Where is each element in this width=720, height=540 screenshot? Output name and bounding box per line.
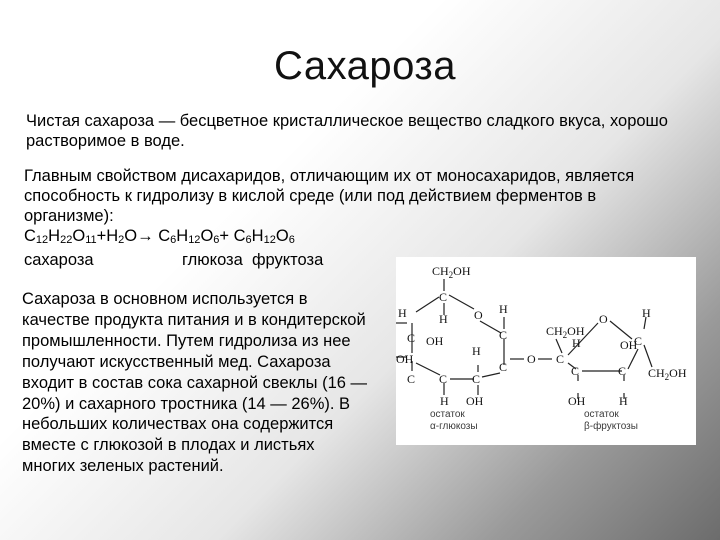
eq-glucose-c: 6	[170, 234, 177, 246]
glucose-c4: C	[407, 331, 416, 345]
slide-title: Сахароза	[273, 44, 456, 88]
fructose-c2: C	[556, 352, 565, 366]
fructose-c5-h: H	[642, 306, 651, 320]
fructose-c4-oh: OH	[620, 338, 638, 352]
eq-sucrose-o: 11	[85, 234, 97, 246]
fructose-c3-h: H	[572, 336, 581, 350]
glucose-c5-h: H	[439, 312, 448, 326]
fructose-c3-oh: OH	[568, 394, 586, 408]
glucose-anomeric-c: C	[499, 328, 508, 342]
eq-fructose-c: 6	[245, 234, 252, 246]
eq-glucose-h: 12	[188, 234, 201, 246]
glucose-ring-o: O	[474, 308, 483, 322]
eq-fructose-o: 6	[288, 234, 295, 246]
sucrose-structure-diagram	[396, 257, 696, 445]
fructose-c5: C	[634, 334, 643, 348]
glucose-anomeric-h: H	[499, 302, 508, 316]
glucose-c2-h: H	[440, 394, 449, 408]
glucose-c3-oh: OH	[426, 334, 444, 348]
glucose-anomeric-c2: C	[499, 360, 508, 374]
glucose-c2: C	[439, 372, 448, 386]
fructose-c6-ch2oh: $CH_2OH$	[648, 366, 687, 382]
glucose-c5: C	[439, 290, 448, 304]
glucose-c1: C	[472, 372, 481, 386]
glucose-c3: C	[407, 372, 416, 386]
caption-right-line1: остаток	[584, 409, 619, 420]
equation-names	[24, 250, 324, 270]
glucose-c4-h: H	[398, 306, 407, 320]
intro-paragraph: Чистая сахароза — бесцветное кристаллическое вещество сладкого вкуса, хорошо растворимое в воде.	[26, 112, 668, 150]
caption-right-line2: β-фруктозы	[584, 421, 638, 432]
glucose-c4-oh: OH	[396, 352, 414, 366]
caption-left-line1: остаток	[430, 409, 465, 420]
fructose-ring-o: O	[599, 312, 608, 326]
eq-glucose-o: 6	[213, 234, 220, 246]
structure-svg	[396, 257, 696, 445]
eq-arrow: →	[137, 227, 154, 245]
fructose-c4: C	[618, 364, 627, 378]
name-products: глюкоза фруктоза	[182, 251, 324, 269]
eq-plus: +	[219, 227, 230, 245]
fructose-c4-h: H	[619, 394, 628, 408]
hydrolysis-equation: $C_{12}H_{22}O_{11}+H_2O\to C_6H_{12}O_6+ C_6H_{12}O_6$	[24, 227, 295, 246]
glucose-ch2oh: $CH_2OH$	[432, 264, 471, 280]
glucose-c1-h-top: H	[472, 344, 481, 358]
name-sucrose: сахароза	[24, 251, 94, 269]
eq-sucrose-c: 12	[35, 234, 49, 246]
usage-paragraph: Сахароза в основном используется в качестве продукта питания и в кондитерской промышленности. Путем гидролиза из нее получают искусственный мед. Сахароза входит в состав сока сахарной свеклы (16 — 20%) и сахарного тростника (14 — 26%). В небольших количествах она содержится вместе с глюкозой в плодах и листьях многих зеленых растений.	[22, 290, 368, 476]
caption-left-line2: α-глюкозы	[430, 421, 478, 432]
eq-fructose-h: 12	[263, 234, 276, 246]
fructose-c3: C	[571, 364, 580, 378]
hydrolysis-paragraph: Главным свойством дисахаридов, отличающим их от моносахаридов, является способность к гидролизу в кислой среде (или под действием ферментов в организме):	[24, 167, 635, 225]
eq-water-sub: 2	[118, 234, 125, 246]
eq-plus-water: +H	[96, 227, 119, 245]
glycosidic-o: O	[527, 352, 536, 366]
glucose-c1-oh: OH	[466, 394, 484, 408]
eq-water-o: O	[124, 227, 138, 245]
eq-sucrose-h: 22	[60, 234, 73, 246]
fructose-ch2oh: $CH_2OH$	[546, 324, 585, 340]
